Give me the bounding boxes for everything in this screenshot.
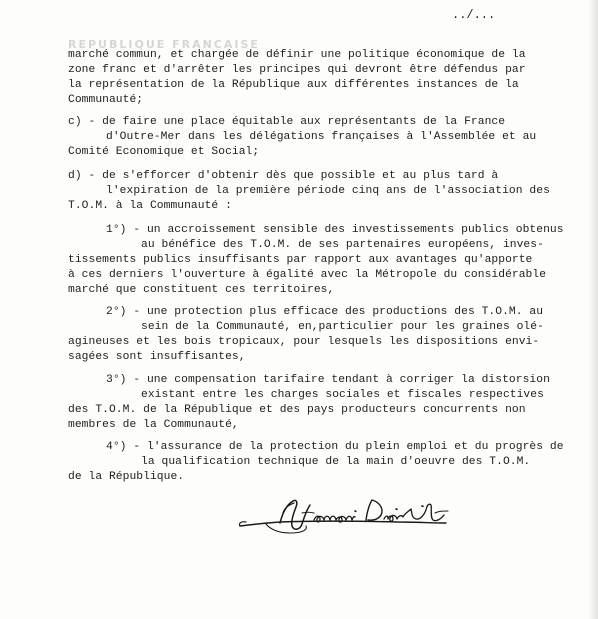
sub-1-line-4: à ces derniers l'ouverture à égalité avec la Métropole du considérable: [68, 269, 547, 281]
sub-1-line-3: tissements publics insuffisants par rapport aux avantages qu'apporte: [68, 254, 533, 266]
item-c-line-3: Comité Economique et Social;: [68, 146, 260, 158]
sub-2-line-4: sagées sont insuffisantes,: [68, 351, 246, 363]
sub-2-line-2: sein de la Communauté, en,particulier pour les graines olé-: [141, 321, 544, 333]
sub-4-line-3: de la République.: [68, 471, 185, 483]
intro-line-1: marché commun, et chargée de définir une politique économique de la: [68, 49, 526, 61]
sub-2-line-3: agineuses et les bois tropicaux, pour lesquels les dispositions envi-: [68, 336, 540, 348]
sub-3-line-3: des T.O.M. de la République et des pays producteurs concurrents non: [68, 404, 526, 416]
sub-1-line-1: 1°) - un accroissement sensible des investissements publics obtenus: [106, 224, 564, 236]
sub-4-line-2: la qualification technique de la main d'oeuvre des T.O.M.: [141, 456, 531, 468]
item-c-line-1: c) - de faire une place équitable aux représentants de la France: [68, 116, 506, 128]
handwritten-signature: [236, 493, 458, 539]
page-continuation-marker: ../...: [452, 8, 496, 22]
item-c-line-2: d'Outre-Mer dans les délégations françaises à l'Assemblée et au: [106, 131, 537, 143]
sub-2-line-1: 2°) - une protection plus efficace des productions des T.O.M. au: [106, 306, 544, 318]
page-edge-shadow: [588, 0, 598, 619]
intro-line-2: zone franc et d'arrêter les principes qui devront être défendus par: [68, 64, 526, 76]
sub-1-line-2: au bénéfice des T.O.M. de ses partenaires européens, inves-: [141, 239, 544, 251]
letterhead-watermark: REPUBLIQUE FRANCAISE: [68, 38, 260, 51]
sub-1-line-5: marché que constituent ces territoires,: [68, 284, 335, 296]
item-d-line-2: l'expiration de la première période cinq ans de l'association des: [106, 185, 550, 197]
sub-3-line-1: 3°) - une compensation tarifaire tendant à corriger la distorsion: [106, 374, 550, 386]
sub-3-line-4: membres de la Communauté,: [68, 419, 239, 431]
item-d-line-3: T.O.M. à la Communauté :: [68, 200, 232, 212]
sub-4-line-1: 4°) - l'assurance de la protection du plein emploi et du progrès de: [106, 441, 564, 453]
intro-line-4: Communauté;: [68, 94, 144, 106]
sub-3-line-2: existant entre les charges sociales et fiscales respectives: [141, 389, 544, 401]
item-d-line-1: d) - de s'efforcer d'obtenir dès que possible et au plus tard à: [68, 170, 499, 182]
intro-line-3: la représentation de la République aux différentes instances de la: [68, 79, 519, 91]
